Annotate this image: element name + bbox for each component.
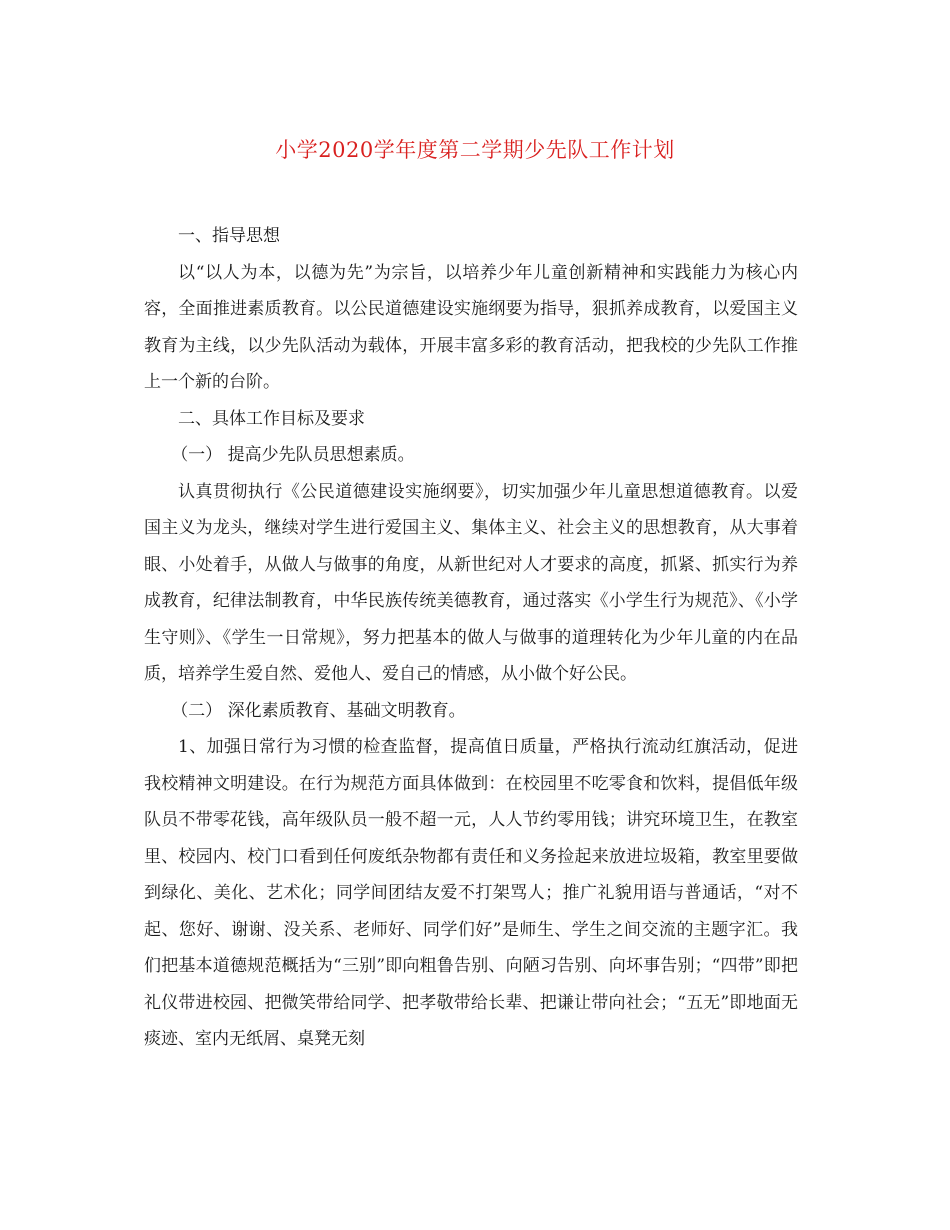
section-heading-1: 一、指导思想	[178, 226, 280, 246]
paragraph-ideology-quality: 认真贯彻执行《公民道德建设实施纲要》，切实加强少年儿童思想道德教育。以爱国主义为龙头，继续对学生进行爱国主义、集体主义、社会主义的思想教育，从大事着眼、小处着手，从做人与做事的角度，从新世纪对人才要求的高度，抓紧、抓实行为养成教育，纪律法制教育，中华民族传统美德教育，通过落实《小学生行为规范》、《小学生守则》、《学生一日常规》，努力把基本的做人与做事的道理转化为少年儿童的内在品质，培养学生爱自然、爱他人、爱自己的情感，从小做个好公民。	[144, 481, 798, 684]
section-heading-2: 二、具体工作目标及要求	[178, 408, 365, 429]
subsection-heading-2: （二） 深化素质教育、基础文明教育。	[171, 700, 466, 721]
document-title: 小学2020学年度第二学期少先队工作计划	[275, 138, 675, 162]
paragraph-daily-behavior: 1、加强日常行为习惯的检查监督，提高值日质量，严格执行流动红旗活动，促进我校精神文明建设。在行为规范方面具体做到：在校园里不吃零食和饮料，提倡低年级队员不带零花钱，高年级队员一般不超一元，人人节约零用钱；讲究环境卫生，在教室里、校园内、校门口看到任何废纸杂物都有责任和义务捡起来放进垃圾箱，教室里要做到绿化、美化、艺术化；同学间团结友爱不打架骂人；推广礼貌用语与普通话，“对不起、您好、谢谢、没关系、老师好、同学们好”是师生、学生之间交流的主题字汇。我们把基本道德规范概括为“三别”即向粗鲁告别、向陋习告别、向坏事告别；“四带”即把礼仪带进校园、把微笑带给同学、把孝敬带给长辈、把谦让带向社会；“五无”即地面无痰迹、室内无纸屑、桌凳无刻	[144, 737, 798, 1049]
paragraph-guiding-ideology: 以“以人为本，以德为先”为宗旨，以培养少年儿童创新精神和实践能力为核心内容，全面推进素质教育。以公民道德建设实施纲要为指导，狠抓养成教育，以爱国主义教育为主线，以少先队活动为载体，开展丰富多彩的教育活动，把我校的少先队工作推上一个新的台阶。	[144, 262, 798, 392]
document-body	[144, 218, 798, 1058]
subsection-heading-1: （一） 提高少先队员思想素质。	[171, 445, 415, 465]
